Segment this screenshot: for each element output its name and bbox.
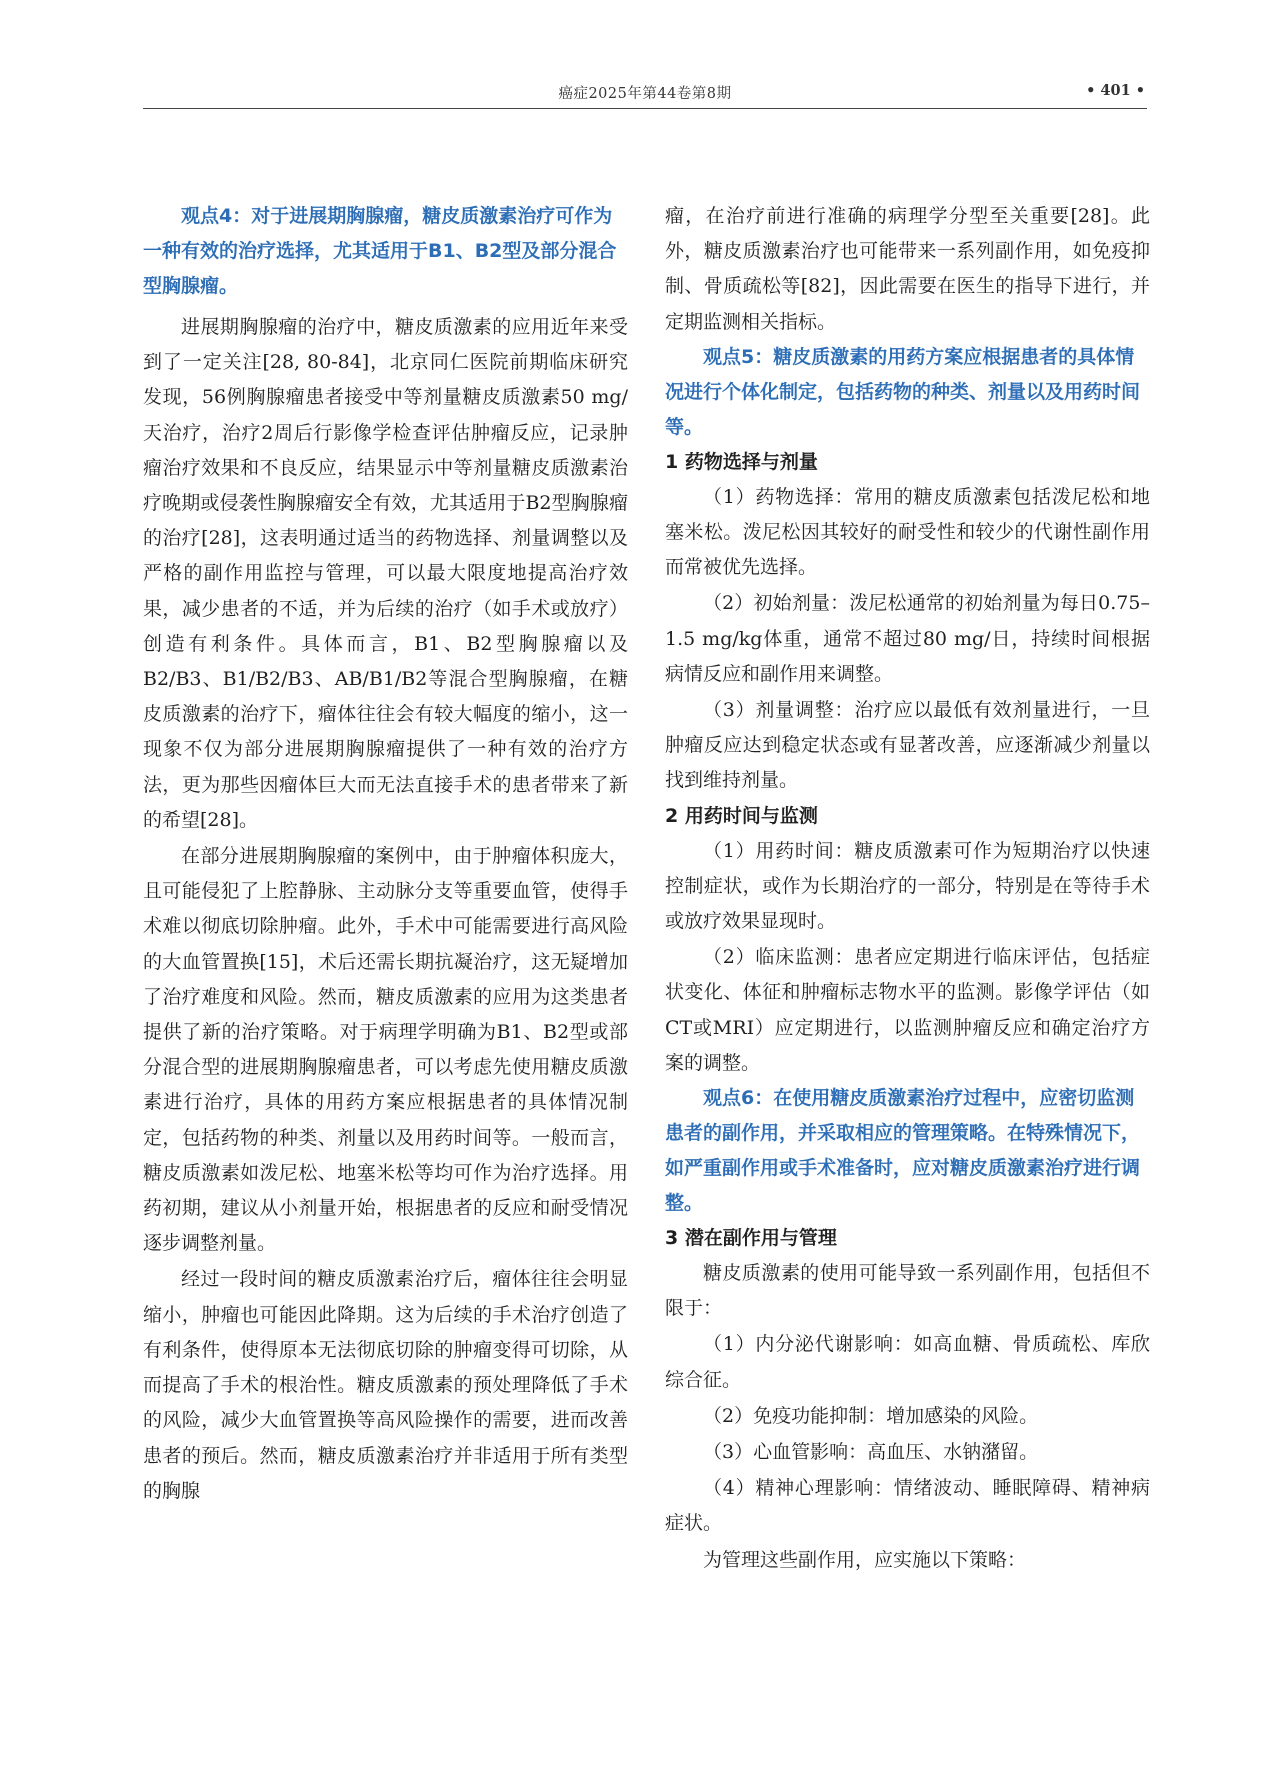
- viewpoint-6: 观点6：在使用糖皮质激素治疗过程中，应密切监测患者的副作用，并采取相应的管理策略。在特殊情况下，如严重副作用或手术准备时，应对糖皮质激素治疗进行调整。: [665, 1087, 1141, 1215]
- paragraph-continued: 瘤，在治疗前进行准确的病理学分型至关重要[28]。此外，糖皮质激素治疗也可能带来一系列副作用，如免疫抑制、骨质疏松等[82]，因此需要在医生的指导下进行，并定期监测相关指标。: [665, 205, 1150, 333]
- section-heading: 3 潜在副作用与管理: [665, 1227, 837, 1250]
- left-column: [143, 199, 628, 1509]
- list-item: （1）内分泌代谢影响：如高血糖、骨质疏松、库欣综合征。: [665, 1333, 1150, 1391]
- paragraph: 进展期胸腺瘤的治疗中，糖皮质激素的应用近年来受到了一定关注[28, 80-84]，北京同仁医院前期临床研究发现，56例胸腺瘤患者接受中等剂量糖皮质激素50 mg/天治疗，治疗2周后行影像学检查评估肿瘤反应，记录肿瘤治疗效果和不良反应，结果显示中等剂量糖皮质激素治疗晚期或侵袭性胸腺瘤安全有效，尤其适用于B2型胸腺瘤的治疗[28]，这表明通过适当的药物选择、剂量调整以及严格的副作用监控与管理，可以最大限度地提高治疗效果，减少患者的不适，并为后续的治疗（如手术或放疗）创造有利条件。具体而言，B1、B2型胸腺瘤以及B2/B3、B1/B2/B3、AB/B1/B2等混合型胸腺瘤，在糖皮质激素的治疗下，瘤体往往会有较大幅度的缩小，这一现象不仅为部分进展期胸腺瘤提供了一种有效的治疗方法，更为那些因瘤体巨大而无法直接手术的患者带来了新的希望[28]。: [143, 316, 628, 831]
- section-heading: 1 药物选择与剂量: [665, 450, 818, 473]
- paragraph: 在部分进展期胸腺瘤的案例中，由于肿瘤体积庞大，且可能侵犯了上腔静脉、主动脉分支等重要血管，使得手术难以彻底切除肿瘤。此外，手术中可能需要进行高风险的大血管置换[15]，术后还需长期抗凝治疗，这无疑增加了治疗难度和风险。然而，糖皮质激素的应用为这类患者提供了新的治疗策略。对于病理学明确为B1、B2型或部分混合型的进展期胸腺瘤患者，可以考虑先使用糖皮质激素进行治疗，具体的用药方案应根据患者的具体情况制定，包括药物的种类、剂量以及用药时间等。一般而言，糖皮质激素如泼尼松、地塞米松等均可作为治疗选择。用药初期，建议从小剂量开始，根据患者的反应和耐受情况逐步调整剂量。: [143, 845, 628, 1255]
- page-number: • 401 •: [1086, 82, 1145, 99]
- right-column: [665, 199, 1150, 1578]
- list-item: （2）临床监测：患者应定期进行临床评估，包括症状变化、体征和肿瘤标志物水平的监测。影像学评估（如CT或MRI）应定期进行，以监测肿瘤反应和确定治疗方案的调整。: [665, 946, 1150, 1074]
- journal-title: 癌症2025年第44卷第8期: [558, 86, 732, 102]
- list-item: （1）药物选择：常用的糖皮质激素包括泼尼松和地塞米松。泼尼松因其较好的耐受性和较少的代谢性副作用而常被优先选择。: [665, 485, 1150, 579]
- running-header: [143, 78, 1147, 109]
- viewpoint-5: 观点5：糖皮质激素的用药方案应根据患者的具体情况进行个体化制定，包括药物的种类、剂量以及用药时间等。: [665, 345, 1141, 438]
- list-item: （2）初始剂量：泼尼松通常的初始剂量为每日0.75–1.5 mg/kg体重，通常不超过80 mg/日，持续时间根据病情反应和副作用来调整。: [665, 592, 1150, 685]
- section-heading: 2 用药时间与监测: [665, 804, 818, 827]
- list-item: （1）用药时间：糖皮质激素可作为短期治疗以快速控制症状，或作为长期治疗的一部分，特别是在等待手术或放疗效果显现时。: [665, 839, 1150, 933]
- list-item: （3）心血管影响：高血压、水钠潴留。: [703, 1441, 1039, 1464]
- viewpoint-4: 观点4：对于进展期胸腺瘤，糖皮质激素治疗可作为一种有效的治疗选择，尤其适用于B1、B2型及部分混合型胸腺瘤。: [143, 205, 617, 297]
- paragraph: 为管理这些副作用，应实施以下策略：: [703, 1548, 1027, 1571]
- list-item: （2）免疫功能抑制：增加感染的风险。: [703, 1404, 1039, 1427]
- paragraph: 糖皮质激素的使用可能导致一系列副作用，包括但不限于：: [665, 1262, 1150, 1320]
- paragraph: 经过一段时间的糖皮质激素治疗后，瘤体往往会明显缩小，肿瘤也可能因此降期。这为后续的手术治疗创造了有利条件，使得原本无法彻底切除的肿瘤变得可切除，从而提高了手术的根治性。糖皮质激素的预处理降低了手术的风险，减少大血管置换等高风险操作的需要，进而改善患者的预后。然而，糖皮质激素治疗并非适用于所有类型的胸腺: [143, 1268, 628, 1502]
- list-item: （3）剂量调整：治疗应以最低有效剂量进行，一旦肿瘤反应达到稳定状态或有显著改善，应逐渐减少剂量以找到维持剂量。: [665, 699, 1150, 792]
- list-item: （4）精神心理影响：情绪波动、睡眠障碍、精神病症状。: [665, 1477, 1150, 1535]
